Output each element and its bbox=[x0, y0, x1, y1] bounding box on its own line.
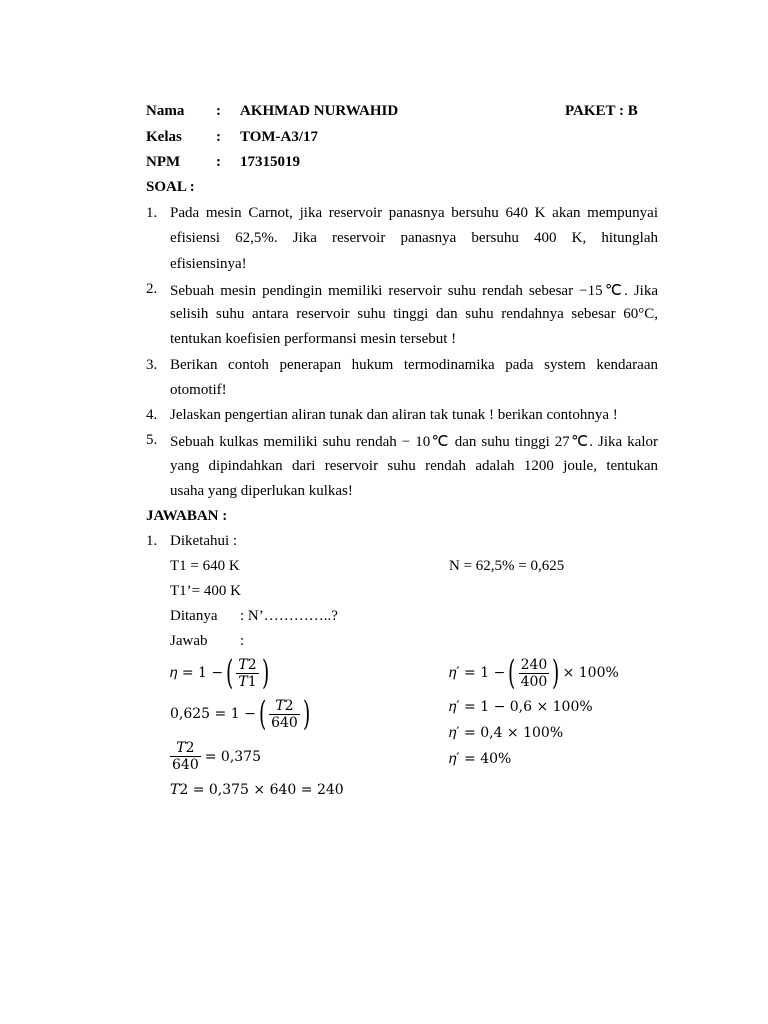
fraction-numerator: 𝑇2 bbox=[269, 698, 300, 715]
kelas-colon: : bbox=[216, 129, 221, 145]
soal-5-num: 5. bbox=[146, 432, 158, 448]
kelas-value: TOM-A3/17 bbox=[240, 129, 319, 145]
fraction-numerator: 240 bbox=[520, 656, 548, 673]
paren-close: ) bbox=[552, 653, 560, 693]
eq-right-1-lhs: 𝜂′ = 1 − bbox=[449, 665, 506, 681]
soal-4-num: 4. bbox=[146, 407, 158, 423]
eq-left-3-fraction bbox=[170, 740, 201, 773]
eq-right-2: 𝜂′ = 1 − 0,6 × 100% bbox=[449, 699, 593, 715]
eq-left-2-lhs: 0,625 = 1 − bbox=[170, 706, 256, 722]
eq-left-1-lhs: 𝜂 = 1 − bbox=[170, 665, 224, 681]
ditanya-value: : N’…………..? bbox=[240, 608, 338, 624]
eq-left-3 bbox=[170, 740, 261, 773]
given-t1: T1 = 640 K bbox=[170, 558, 240, 574]
soal-5-line-1: Sebuah kulkas memiliki suhu rendah − 10℃ dan suhu tinggi 27℃. Jika kalor bbox=[170, 434, 658, 450]
soal-2-line-3: tentukan koefisien performansi mesin tersebut ! bbox=[170, 331, 457, 347]
npm-value: 17315019 bbox=[240, 154, 300, 170]
soal-1-line-1: Pada mesin Carnot, jika reservoir panasnya bersuhu 640 K akan mempunyai bbox=[170, 205, 658, 221]
eq-right-1-fraction bbox=[519, 657, 550, 690]
soal-2-num: 2. bbox=[146, 281, 158, 297]
npm-label: NPM bbox=[146, 154, 181, 170]
jawab-colon: : bbox=[240, 633, 245, 649]
eq-right-3: 𝜂′ = 0,4 × 100% bbox=[449, 725, 564, 741]
nama-colon: : bbox=[216, 103, 221, 119]
ditanya-label: Ditanya bbox=[170, 608, 218, 624]
jawaban-title: JAWABAN : bbox=[146, 508, 228, 524]
soal-5-line-2: yang dipindahkan dari reservoir suhu rendah adalah 1200 joule, tentukan bbox=[170, 458, 658, 474]
eq-right-1-rhs: × 100% bbox=[562, 665, 619, 681]
soal-2-line-2: selisih suhu antara reservoir suhu tinggi dan suhu rendahnya sebesar 60°C, bbox=[170, 306, 658, 322]
paren-open: ( bbox=[258, 694, 267, 734]
soal-3-line-2: otomotif! bbox=[170, 382, 227, 398]
eq-left-4: 𝑇2 = 0,375 × 640 = 240 bbox=[170, 782, 344, 798]
fraction-denominator: 400 bbox=[520, 673, 548, 690]
fraction-denominator: 𝑇1 bbox=[238, 673, 257, 690]
eq-left-3-rhs: = 0,375 bbox=[204, 748, 261, 765]
fraction-numerator: 𝑇2 bbox=[170, 740, 201, 757]
soal-2-line-1: Sebuah mesin pendingin memiliki reservoir suhu rendah sebesar −15℃. Jika bbox=[170, 283, 658, 299]
kelas-label: Kelas bbox=[146, 129, 182, 145]
fraction-numerator: 𝑇2 bbox=[238, 656, 257, 673]
fraction-denominator: 640 bbox=[172, 757, 199, 773]
paket-label: PAKET : B bbox=[565, 103, 638, 119]
paren-close: ) bbox=[261, 653, 269, 693]
soal-1-line-2: efisiensi 62,5%. Jika reservoir panasnya bersuhu 400 K, hitunglah bbox=[170, 230, 658, 246]
nama-label: Nama bbox=[146, 103, 185, 119]
eq-left-2 bbox=[170, 694, 313, 734]
jawab-label: Jawab bbox=[170, 633, 208, 649]
soal-3-line-1: Berikan contoh penerapan hukum termodinamika pada system kendaraan bbox=[170, 357, 658, 373]
paren-open: ( bbox=[508, 653, 516, 693]
given-n: N = 62,5% = 0,625 bbox=[449, 558, 565, 574]
soal-1-line-3: efisiensinya! bbox=[170, 256, 247, 272]
eq-left-2-fraction bbox=[269, 698, 300, 731]
soal-5-line-3: usaha yang diperlukan kulkas! bbox=[170, 483, 353, 499]
jawaban-1-num: 1. bbox=[146, 533, 158, 549]
eq-left-1-fraction bbox=[236, 657, 258, 690]
fraction-denominator: 640 bbox=[271, 714, 298, 731]
soal-3-num: 3. bbox=[146, 357, 158, 373]
eq-right-1 bbox=[449, 653, 619, 693]
nama-value: AKHMAD NURWAHID bbox=[240, 103, 399, 119]
diketahui-label: Diketahui : bbox=[170, 533, 238, 549]
npm-colon: : bbox=[216, 154, 221, 170]
paren-close: ) bbox=[302, 694, 311, 734]
eq-right-4: 𝜂′ = 40% bbox=[449, 751, 512, 767]
eq-left-1 bbox=[170, 653, 272, 693]
paren-open: ( bbox=[226, 653, 234, 693]
given-t1-prime: T1’= 400 K bbox=[170, 583, 241, 599]
soal-title: SOAL : bbox=[146, 179, 195, 195]
soal-4-line-1: Jelaskan pengertian aliran tunak dan aliran tak tunak ! berikan contohnya ! bbox=[170, 407, 618, 423]
soal-1-num: 1. bbox=[146, 205, 158, 221]
